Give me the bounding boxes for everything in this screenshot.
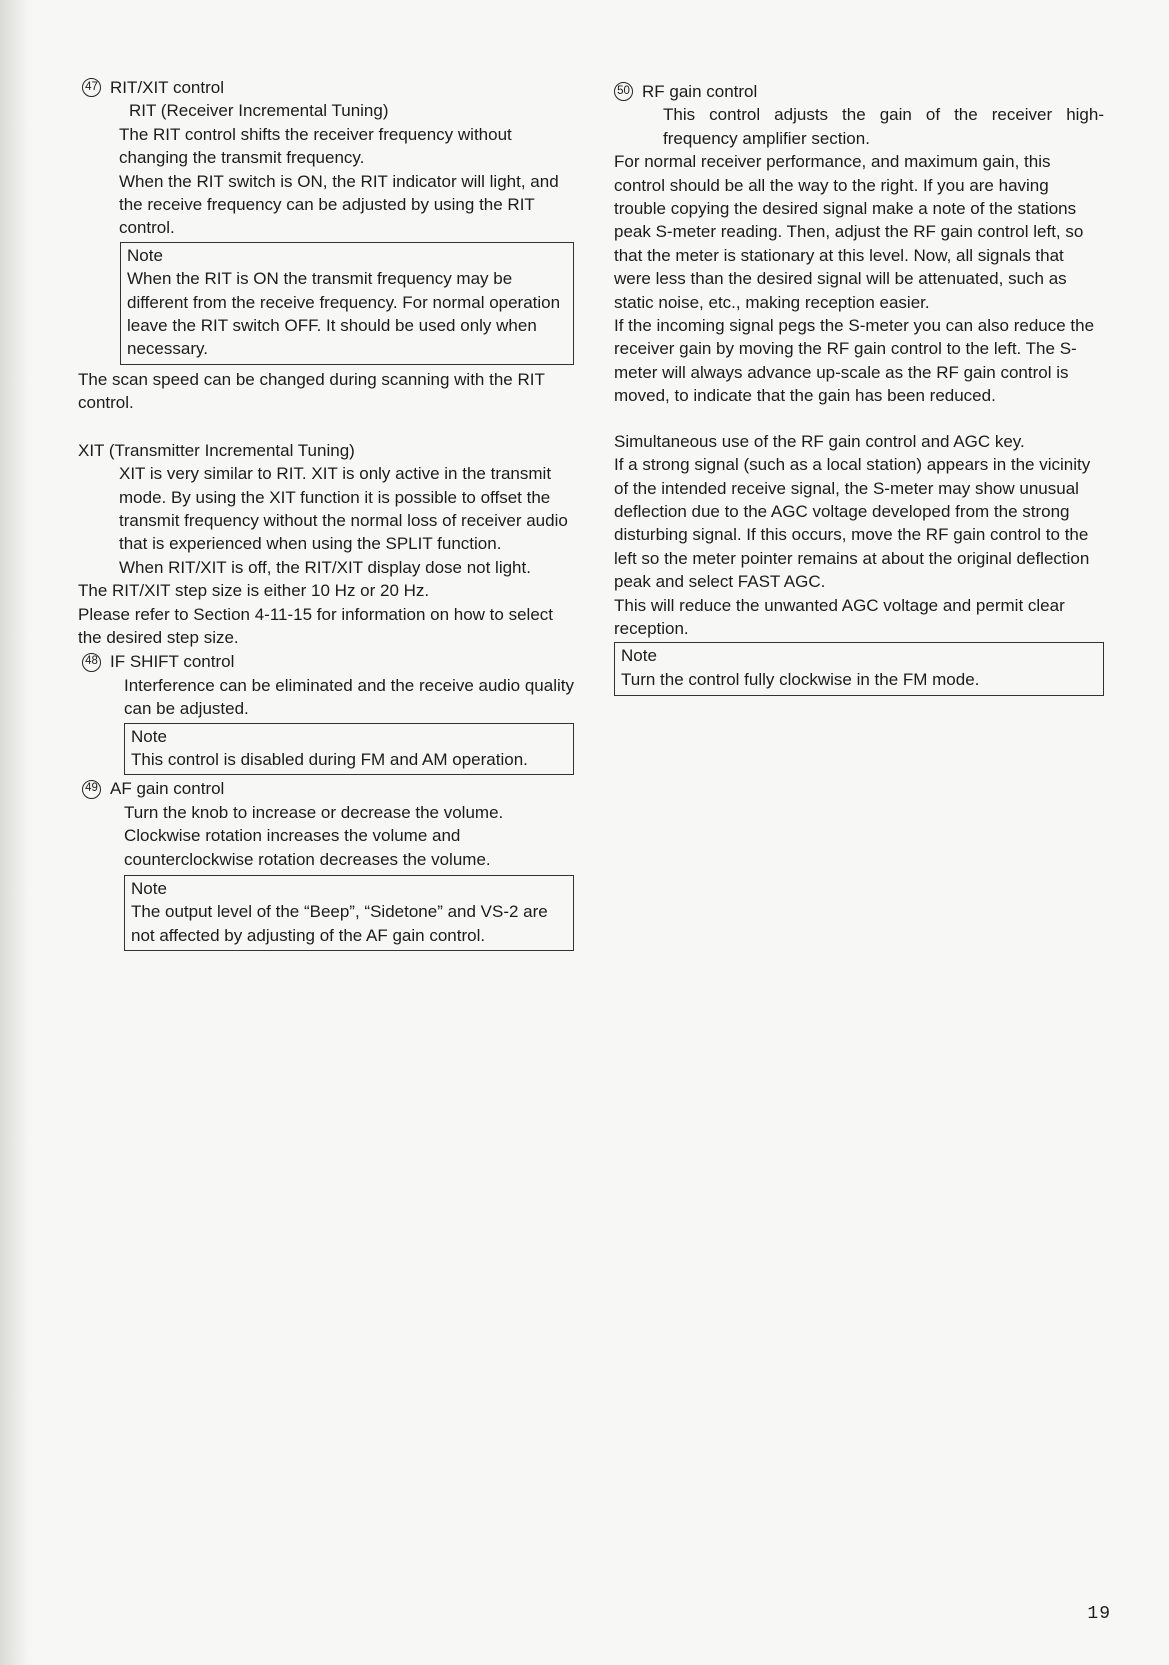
rf-gain-paragraph-5: This will reduce the unwanted AGC voltage and permit clear reception.: [614, 595, 1065, 638]
af-gain-title: AF gain control: [110, 779, 225, 799]
item-number-49: 49: [82, 780, 101, 799]
rit-xit-title: RIT/XIT control: [110, 78, 224, 97]
note-label: Note: [131, 879, 167, 898]
af-gain-paragraph-1: Turn the knob to increase or decrease the volume.: [124, 802, 504, 822]
rit-paragraph-1: The RIT control shifts the receiver frequency without changing the transmit frequency.: [119, 124, 512, 168]
note-label: Note: [131, 726, 167, 746]
rf-gain-paragraph-2: For normal receiver performance, and maximum gain, this control should be all the way to the right. If you are having trouble copying the desired signal make a note of the stations peak S-meter reading. Then, adjust the RF gain control left, so that the meter is stationary at this level. Now, all signals that were less than the desired signal will be attenuated, such as static noise, etc., making reception easier.: [614, 152, 1084, 312]
item-number-47: 47: [82, 78, 101, 97]
rf-gain-note-box: [614, 642, 1104, 696]
af-gain-paragraph-2: Clockwise rotation increases the volume and counterclockwise rotation decreases the volume.: [124, 826, 491, 869]
af-gain-heading: [82, 777, 574, 800]
left-column: [78, 76, 574, 951]
rf-gain-paragraph-4: If a strong signal (such as a local station) appears in the vicinity of the intended receive signal, the S-meter may show unusual deflection due to the AGC voltage developed from the strong disturbing signal. If this occurs, move the RF gain control to the left so the meter pointer remains at about the original deflection peak and select FAST AGC.: [614, 455, 1091, 592]
scan-shadow: [0, 0, 30, 1665]
note-text: Turn the control fully clockwise in the FM mode.: [621, 669, 980, 689]
xit-title: XIT (Transmitter Incremental Tuning): [78, 440, 355, 460]
note-label: Note: [621, 646, 657, 666]
rf-gain-paragraph-1: This control adjusts the gain of the receiver high-frequency amplifier section.: [663, 105, 1104, 148]
right-column: [614, 80, 1104, 696]
rit-note-box: [120, 242, 574, 365]
item-number-48: 48: [82, 653, 101, 672]
rf-gain-title: RF gain control: [642, 82, 758, 101]
xit-paragraph-1: XIT is very similar to RIT. XIT is only active in the transmit mode. By using the XIT function it is possible to offset the transmit frequency without the normal loss of receiver audio that is experienced when using the SPLIT function.: [119, 464, 568, 554]
note-label: Note: [127, 245, 163, 265]
scan-speed-text: The scan speed can be changed during scanning with the RIT control.: [78, 369, 545, 413]
rf-gain-paragraph-3: If the incoming signal pegs the S-meter you can also reduce the receiver gain by moving the RF gain control to the left. The S-meter will always advance up-scale as the RF gain control is moved, to indicate that the gain has been reduced.: [614, 316, 1095, 406]
page-number: 19: [1087, 1604, 1111, 1624]
simultaneous-use-title: Simultaneous use of the RF gain control and AGC key.: [614, 431, 1025, 451]
af-gain-note-box: [124, 875, 574, 951]
rit-paragraph-2: When the RIT switch is ON, the RIT indicator will light, and the receive frequency can be adjusted by using the RIT control.: [119, 171, 559, 238]
xit-step-size: The RIT/XIT step size is either 10 Hz or 20 Hz.: [78, 581, 430, 601]
if-shift-paragraph: Interference can be eliminated and the receive audio quality can be adjusted.: [124, 675, 574, 719]
xit-step-reference: Please refer to Section 4-11-15 for information on how to select the desired step size.: [78, 604, 553, 647]
note-text: The output level of the “Beep”, “Sidetone” and VS-2 are not affected by adjusting of the AF gain control.: [131, 902, 548, 945]
if-shift-title: IF SHIFT control: [110, 652, 235, 672]
xit-paragraph-2: When RIT/XIT is off, the RIT/XIT display dose not light.: [119, 557, 531, 577]
rf-gain-heading: [614, 80, 1104, 103]
item-number-50: 50: [614, 82, 633, 101]
if-shift-heading: [82, 650, 574, 673]
note-text: When the RIT is ON the transmit frequency may be different from the receive frequency. For normal operation leave the RIT switch OFF. It should be used only when necessary.: [127, 269, 561, 359]
rit-subtitle: RIT (Receiver Incremental Tuning): [129, 101, 389, 121]
if-shift-note-box: [124, 723, 574, 776]
rit-xit-heading: [82, 76, 574, 99]
note-text: This control is disabled during FM and AM operation.: [131, 749, 528, 769]
